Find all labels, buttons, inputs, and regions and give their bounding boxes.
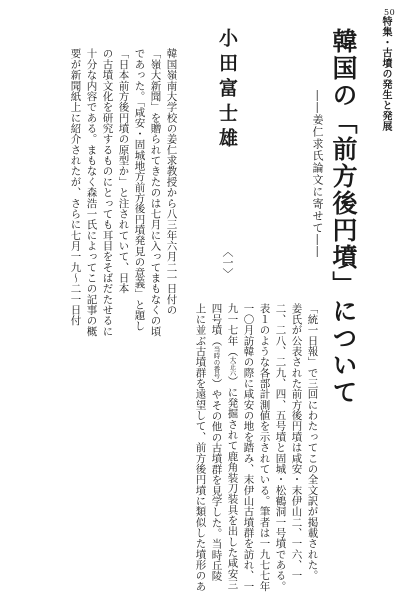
inline-note: 大正六	[228, 356, 237, 376]
body-line: 韓国嶺南大学校の姜仁求教授から八三年六月二一日付の	[165, 48, 178, 315]
page-number: 50	[384, 8, 396, 17]
inline-note: 当時の番号	[212, 345, 221, 379]
body-line: 表１のような各部計測値を示されている。筆者は一九七七年	[258, 303, 271, 592]
series-label: 特集・古墳の発生と発展	[380, 16, 391, 132]
body-line: 上に並ぶ古墳群を遠望して、前方後円墳に類似した墳形のあ	[194, 303, 207, 592]
author-name: 小田富士雄	[216, 28, 238, 153]
body-line: であった。「咸安・固城地方前方後円墳発見の意義」と題し	[133, 48, 146, 332]
body-line: 十分な内容である。まもなく森浩一氏によってこの記事の概	[85, 48, 98, 337]
article-subtitle: ――姜仁求氏論文に寄せて――	[311, 90, 324, 258]
body-line: 要が新聞紙上に紹介されたが、さらに七月一九〜二一日付	[69, 48, 82, 326]
body-line: 「日本前方後円墳の原型か」と注されていて、日本	[117, 48, 130, 294]
body-line: 九一七年（大正六）に発掘されて鹿角装刀装具を出した咸安三	[226, 303, 239, 590]
body-line: 姜氏が公表された前方後円墳は咸安・末伊山二、一六、一	[290, 303, 303, 581]
body-line: 一〇月訪韓の際に咸安の地を踏み、末伊山古墳群を訪れ、一	[242, 303, 255, 592]
body-line: 二、二八、二九、四、五号墳と固城・松鶴洞一号墳である。	[274, 303, 287, 592]
section-number: 〈一〉	[221, 246, 234, 279]
body-line: 四号墳（当時の番号）やその他の古墳群を見学した。当時丘陵	[210, 303, 223, 582]
article-title: 韓国の「前方後円墳」について	[329, 28, 358, 406]
body-line: 「統一日報」で三回にわたってこの全文訳が掲載された。	[306, 303, 319, 581]
body-line: の古墳文化を研究するものにとっても耳目をそばだたせるに	[101, 48, 114, 337]
body-line: 「嶺大新聞」を贈られてきたのは七月に入ってまもなくの頃	[149, 48, 162, 337]
